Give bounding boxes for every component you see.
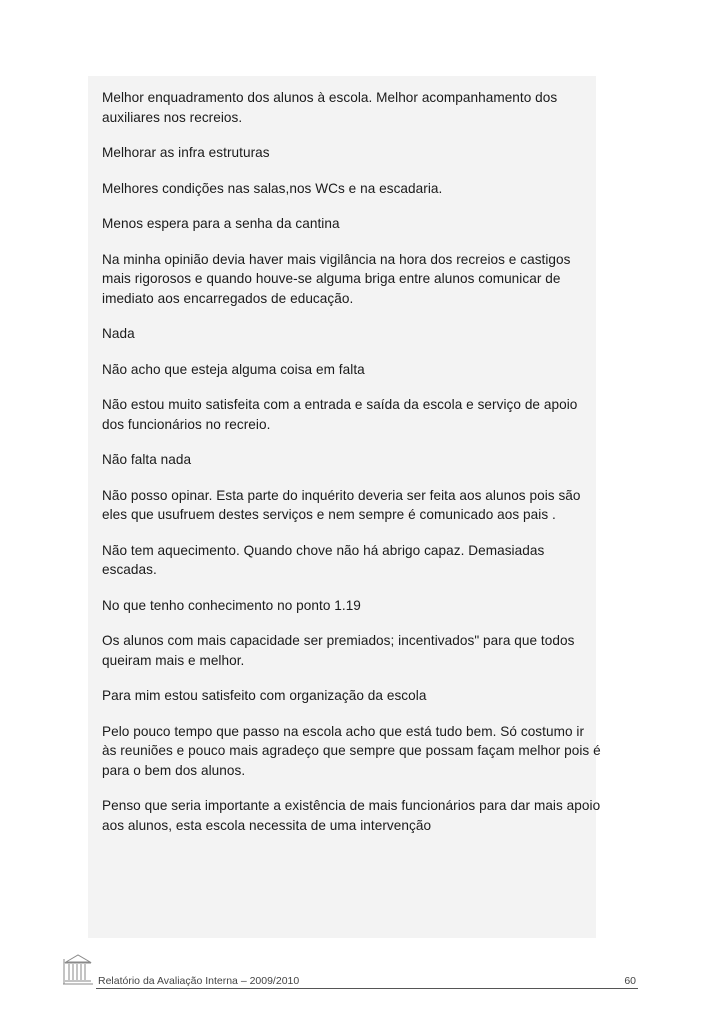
response-item: Melhor enquadramento dos alunos à escola. Melhor acompanhamento dos auxiliares nos recreios. <box>102 90 558 125</box>
response-item: Pelo pouco tempo que passo na escola acho que está tudo bem. Só costumo ir às reuniões e pouco mais agradeço que sempre que possam façam melhor pois é para o bem dos alunos. <box>102 723 601 778</box>
response-item: Penso que seria importante a existência de mais funcionários para dar mais apoio aos alunos, esta escola necessita de uma intervenção <box>102 798 601 833</box>
response-item: No que tenho conhecimento no ponto 1.19 <box>102 597 361 613</box>
responses-list <box>102 88 602 851</box>
footer-document-title: Relatório da Avaliação Interna – 2009/2010 <box>98 975 300 987</box>
response-item: Não falta nada <box>102 452 192 467</box>
response-item: Não posso opinar. Esta parte do inquérito deveria ser feita aos alunos pois são eles que usufruem destes serviços e nem sempre é comunicado aos pais . <box>102 487 581 522</box>
school-building-icon <box>62 950 94 986</box>
response-item: Não acho que esteja alguma coisa em falta <box>102 361 365 377</box>
footer-divider <box>96 988 638 989</box>
page-number: 60 <box>624 975 636 987</box>
response-item: Menos espera para a senha da cantina <box>102 216 340 231</box>
response-item: Nada <box>102 326 135 341</box>
response-item: Os alunos com mais capacidade ser premiados; incentivados" para que todos queiram mais e melhor. <box>102 633 575 668</box>
response-item: Não estou muito satisfeita com a entrada e saída da escola e serviço de apoio dos funcionários no recreio. <box>102 397 578 432</box>
response-item: Melhorar as infra estruturas <box>102 145 270 160</box>
response-item: Para mim estou satisfeito com organização da escola <box>102 688 427 703</box>
page-footer <box>62 950 642 990</box>
response-item: Não tem aquecimento. Quando chove não há abrigo capaz. Demasiadas escadas. <box>102 542 545 577</box>
response-item: Melhores condições nas salas,nos WCs e na escadaria. <box>102 180 443 196</box>
response-item: Na minha opinião devia haver mais vigilância na hora dos recreios e castigos mais rigorosos e quando houve-se alguma briga entre alunos comunicar de imediato aos encarregados de educação. <box>102 251 571 306</box>
